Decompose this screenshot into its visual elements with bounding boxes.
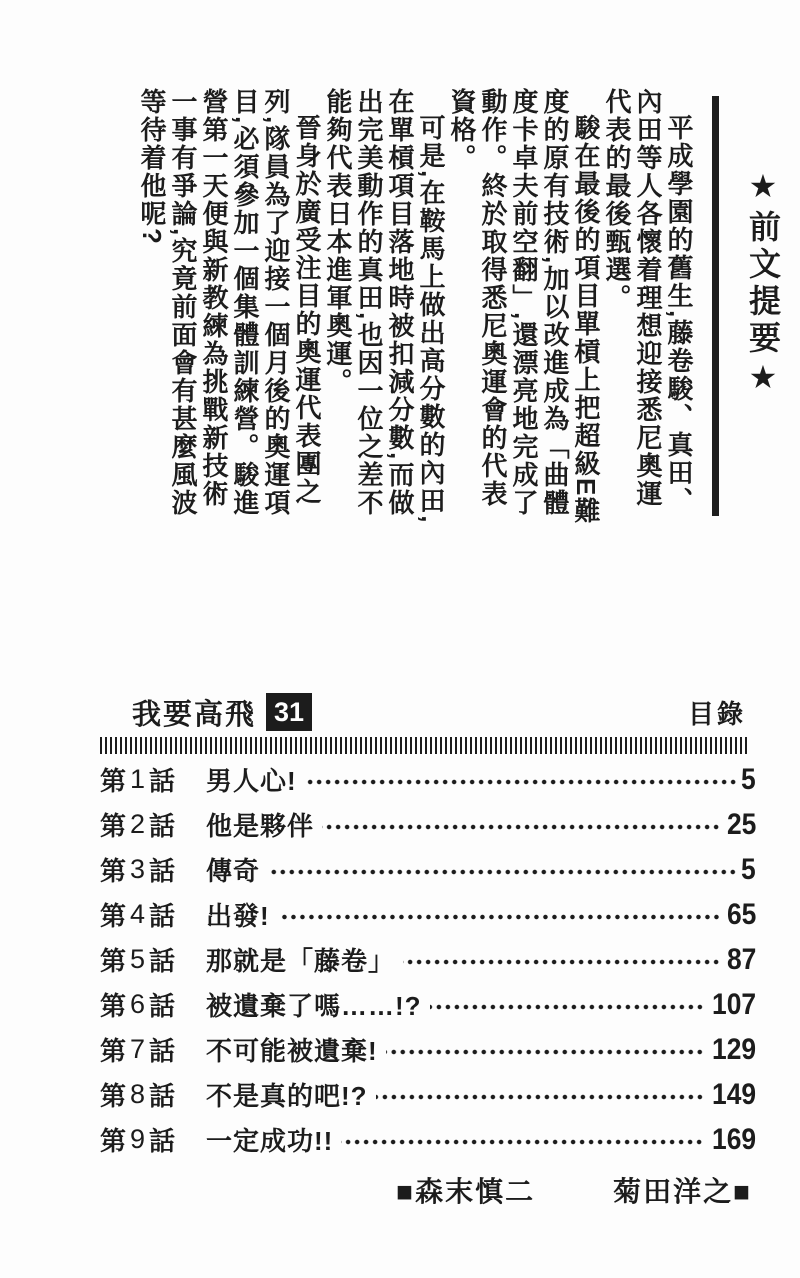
chapter-label-suffix: 話 — [149, 856, 176, 886]
chapter-page-number: 129 — [711, 1032, 756, 1066]
author-credits — [100, 1170, 756, 1210]
chapter-page-number: 65 — [726, 897, 756, 931]
chapter-label-suffix: 話 — [149, 1126, 176, 1156]
synopsis-paragraph: 平成學園的舊生,藤卷駿、真田、內田等人各懷着理想迎接悉尼奧運代表的最後甄選。 — [602, 88, 694, 516]
dot-leader — [386, 1046, 704, 1058]
chapter-label-suffix: 話 — [149, 1036, 176, 1066]
chapter-label-suffix: 話 — [149, 991, 176, 1021]
author-name: 菊田洋之■ — [613, 1176, 752, 1207]
dot-leader — [278, 911, 721, 923]
chapter-row — [100, 802, 756, 847]
chapter-row — [100, 847, 756, 892]
chapter-row — [100, 757, 756, 802]
dot-leader — [430, 1001, 704, 1013]
chapter-label-prefix: 第 — [100, 901, 127, 931]
chapter-label-prefix: 第 — [100, 856, 127, 886]
synopsis-paragraph: 可是,在鞍馬上做出高分數的內田,在單槓項目落地時被扣減分數,而做出完美動作的真田,也因一位之差不能夠代表日本進軍奧運。 — [323, 88, 446, 525]
series-title: 我要高飛 — [132, 698, 257, 731]
dot-leader — [268, 866, 737, 878]
dot-leader — [403, 956, 721, 968]
chapter-label-suffix: 話 — [149, 901, 176, 931]
chapter-page-number: 25 — [726, 807, 756, 841]
toc-header — [100, 692, 756, 732]
chapter-row — [100, 1072, 756, 1117]
chapter-title: 傳奇 — [206, 856, 261, 886]
chapter-title: 被遺棄了嗎……!? — [206, 991, 422, 1021]
chapter-page-number: 169 — [711, 1122, 756, 1156]
chapter-row — [100, 1117, 756, 1162]
volume-number-badge: 31 — [266, 693, 312, 731]
chapter-label-prefix: 第 — [100, 991, 127, 1021]
chapter-label-prefix: 第 — [100, 946, 127, 976]
chapter-label-suffix: 話 — [149, 946, 176, 976]
synopsis-paragraph: 駿在最後的項目單槓上把超級E難度的原有技術,加以改進成為「曲體度卡卓夫前空翻」,還漂亮地完成了動作。終於取得悉尼奧運會的代表資格。 — [447, 88, 601, 526]
chapter-label — [100, 986, 190, 1023]
chapter-row — [100, 892, 756, 937]
chapter-label-prefix: 第 — [100, 811, 127, 841]
chapter-row — [100, 982, 756, 1027]
chapter-label-suffix: 話 — [149, 1081, 176, 1111]
chapter-label-suffix: 話 — [149, 811, 176, 841]
chapter-number: 3 — [130, 854, 146, 884]
chapter-title: 男人心! — [206, 766, 297, 796]
vertical-divider-rule — [712, 96, 719, 516]
chapter-row — [100, 1027, 756, 1072]
chapter-label — [100, 806, 190, 843]
synopsis-paragraph: 晉身於廣受注目的奧運代表團之列,隊員為了迎接一個月後的奧運項目,必須參加一個集體訓練營。駿進營第一天便與新教練為挑戰新技術一事有爭論,究竟前面會有甚麼風波等待着他呢? — [137, 88, 322, 518]
chapter-title: 一定成功!! — [206, 1126, 334, 1156]
chapter-label-suffix: 話 — [149, 766, 176, 796]
striped-divider — [100, 737, 749, 754]
synopsis-heading: ★前文提要★ — [745, 167, 781, 401]
chapter-label — [100, 761, 190, 798]
chapter-page-number: 149 — [711, 1077, 756, 1111]
chapter-number: 5 — [130, 944, 146, 974]
chapter-label-prefix: 第 — [100, 766, 127, 796]
chapter-label — [100, 941, 190, 978]
chapter-number: 7 — [130, 1034, 146, 1064]
chapter-label — [100, 1121, 190, 1158]
chapter-page-number: 5 — [741, 852, 756, 886]
chapter-title: 不是真的吧!? — [206, 1081, 368, 1111]
chapter-number: 2 — [130, 809, 146, 839]
chapter-page-number: 107 — [711, 987, 756, 1021]
chapter-number: 9 — [130, 1124, 146, 1154]
chapter-row — [100, 937, 756, 982]
chapter-number: 6 — [130, 989, 146, 1019]
chapter-title: 那就是「藤卷」 — [206, 946, 396, 976]
author-name: ■森末慎二 — [396, 1176, 536, 1207]
chapter-label-prefix: 第 — [100, 1126, 127, 1156]
chapter-page-number: 5 — [741, 762, 756, 796]
dot-leader — [305, 776, 738, 788]
chapter-number: 1 — [130, 764, 146, 794]
chapter-label — [100, 896, 190, 933]
dot-leader — [322, 821, 721, 833]
dot-leader — [376, 1091, 704, 1103]
chapter-page-number: 87 — [726, 942, 756, 976]
chapter-list — [100, 757, 756, 1162]
chapter-number: 8 — [130, 1079, 146, 1109]
chapter-title: 出發! — [206, 901, 270, 931]
chapter-label — [100, 1031, 190, 1068]
chapter-title: 他是夥伴 — [206, 811, 315, 841]
synopsis-text — [136, 88, 694, 526]
chapter-label — [100, 1076, 190, 1113]
chapter-number: 4 — [130, 899, 146, 929]
toc-heading: 目錄 — [687, 698, 746, 729]
chapter-label-prefix: 第 — [100, 1081, 127, 1111]
table-of-contents — [100, 692, 756, 1210]
chapter-label — [100, 851, 190, 888]
chapter-title: 不可能被遺棄! — [206, 1036, 378, 1066]
dot-leader — [341, 1136, 704, 1148]
chapter-label-prefix: 第 — [100, 1036, 127, 1066]
